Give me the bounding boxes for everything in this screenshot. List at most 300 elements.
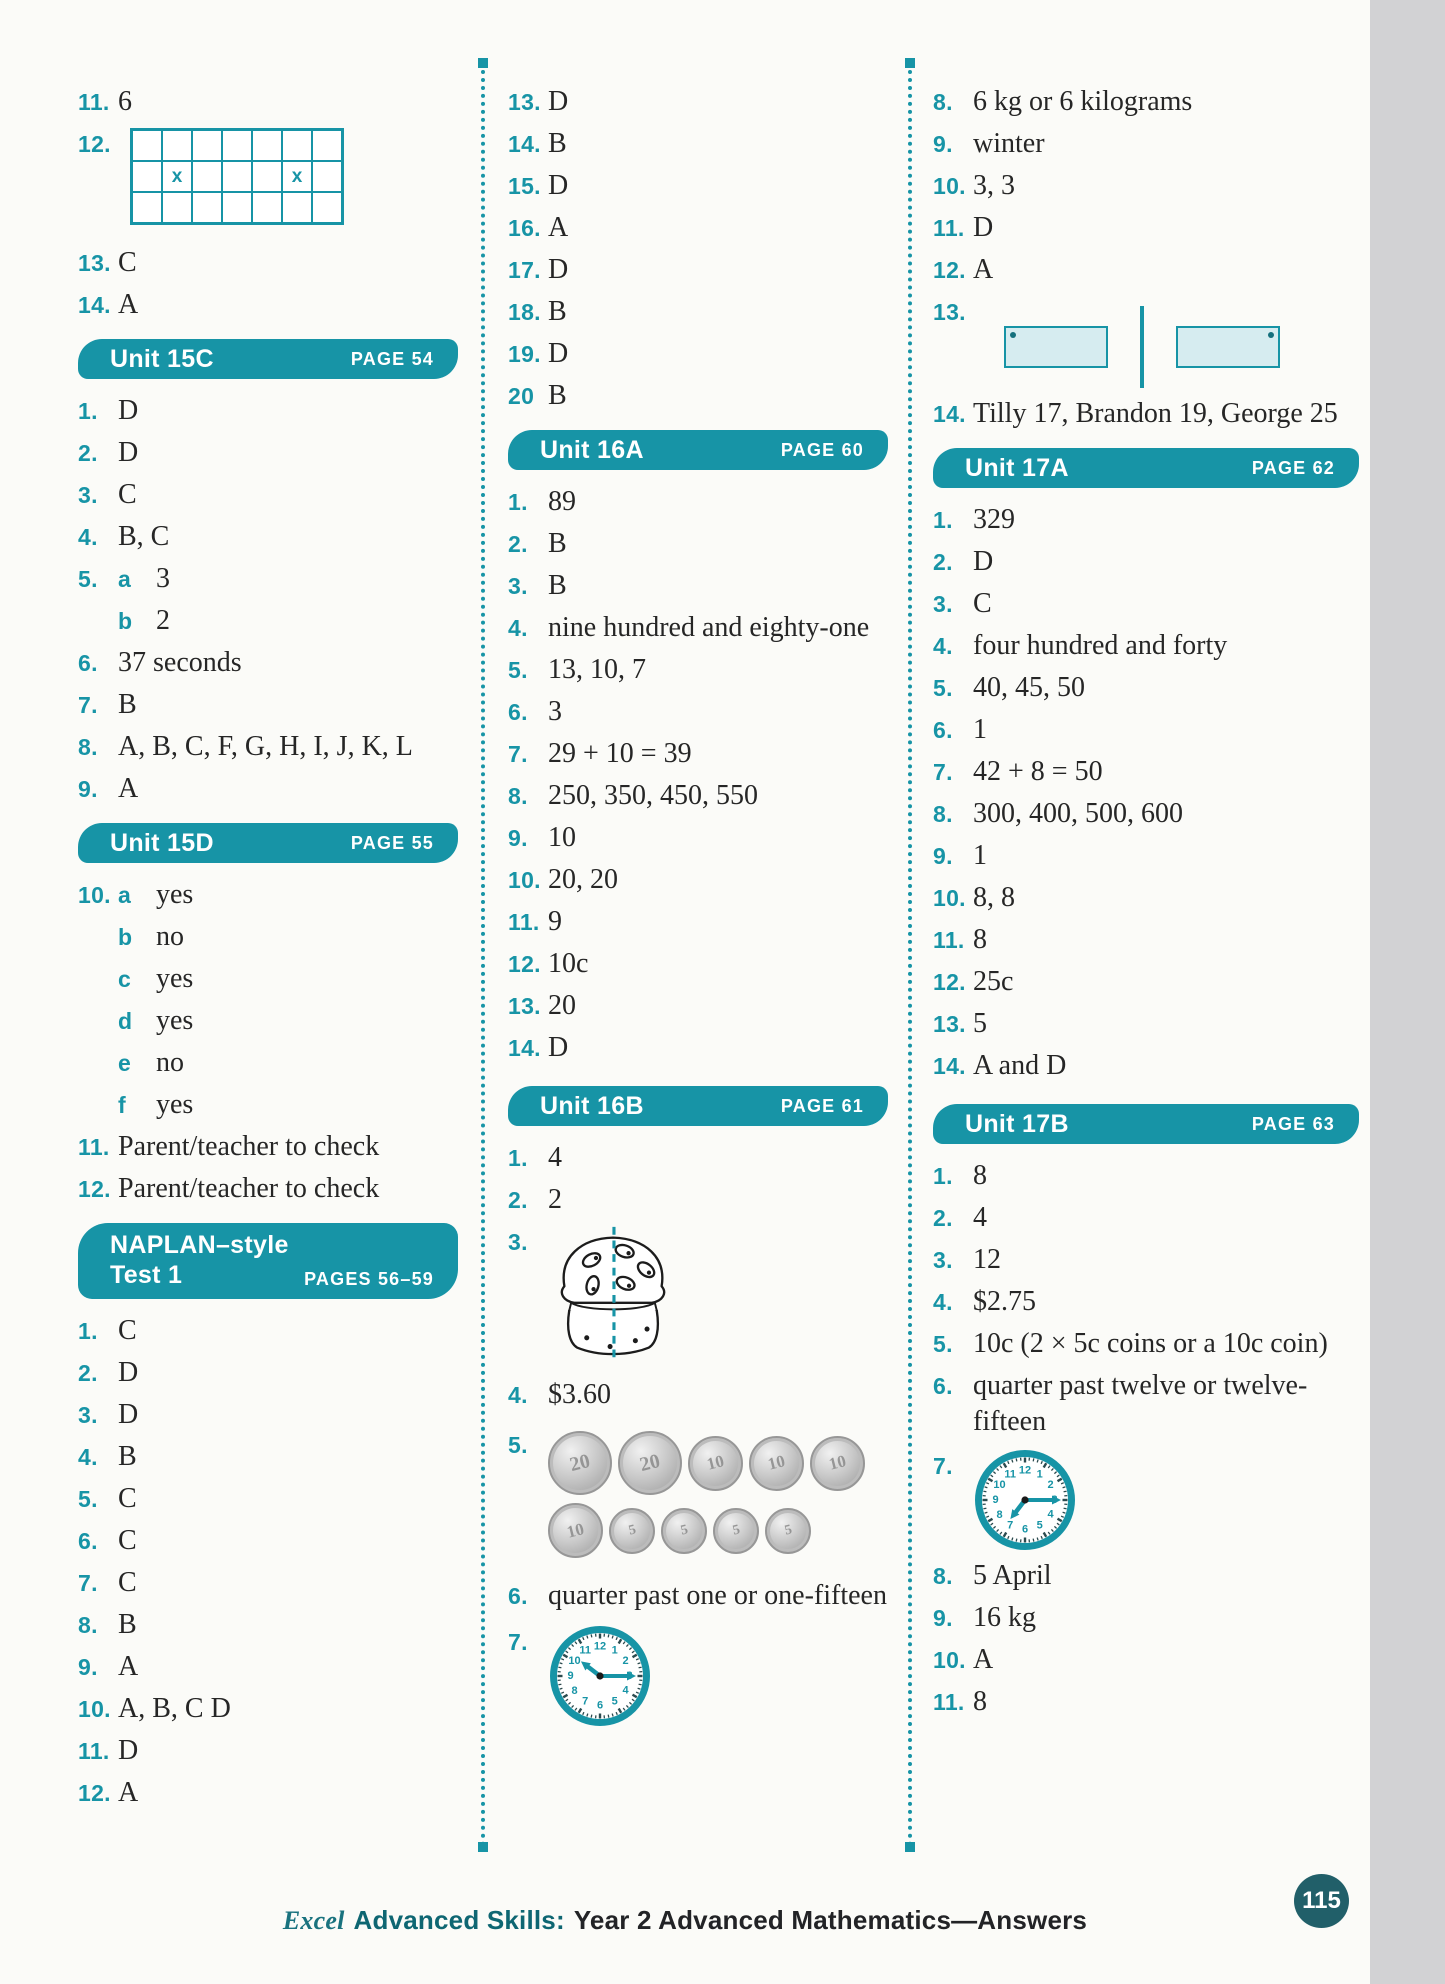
answer-letter: c xyxy=(118,966,131,992)
answer-column-middle xyxy=(508,0,888,1734)
answer-number: 11. xyxy=(78,89,110,115)
answer-text: Parent/teacher to check xyxy=(118,1131,380,1162)
grid-cell xyxy=(222,161,252,192)
svg-text:1: 1 xyxy=(1036,1468,1043,1481)
answer-number: 7. xyxy=(933,1453,953,1479)
grid-cell xyxy=(252,161,282,192)
answer-text: D xyxy=(118,395,139,426)
answer-text: yes xyxy=(156,1005,194,1036)
answer-text: $3.60 xyxy=(548,1379,611,1410)
answer-number: 13. xyxy=(508,89,541,115)
answer-text: 3, 3 xyxy=(973,170,1015,201)
answer-text: 3 xyxy=(156,563,170,594)
answer-text: D xyxy=(548,254,569,285)
unit-header-badge xyxy=(78,823,458,863)
answer-number: 11. xyxy=(78,1134,110,1160)
grid-cell xyxy=(282,130,312,161)
answer-text: $2.75 xyxy=(973,1286,1036,1317)
answer-number: 7. xyxy=(78,1570,98,1596)
answer-item xyxy=(78,1397,458,1433)
answer-item xyxy=(78,477,458,513)
footer-title: Year 2 Advanced Mathematics—Answers xyxy=(573,1905,1088,1935)
answer-number: 13. xyxy=(933,299,966,325)
answer-number: 18. xyxy=(508,299,541,325)
answer-item xyxy=(933,1006,1359,1042)
answer-number: 3. xyxy=(78,482,98,508)
answer-subitem xyxy=(78,1003,458,1039)
answer-item xyxy=(933,1558,1359,1594)
answer-number: 15. xyxy=(508,173,541,199)
grid-cell xyxy=(252,130,282,161)
answer-text: 42 + 8 = 50 xyxy=(973,756,1103,787)
answer-subitem xyxy=(78,919,458,955)
answer-item-with-figure xyxy=(933,1448,1359,1552)
answer-number: 12. xyxy=(78,1176,111,1202)
svg-text:6: 6 xyxy=(1021,1523,1029,1536)
answer-text: A, B, C, F, G, H, I, J, K, L xyxy=(118,731,413,762)
answer-number: 14. xyxy=(508,131,541,157)
grid-cell xyxy=(132,130,162,161)
clock-figure xyxy=(548,1624,652,1728)
page-number-badge: 115 xyxy=(1294,1874,1349,1928)
answer-item xyxy=(78,1171,458,1207)
column-divider xyxy=(481,62,485,1848)
answer-text: D xyxy=(118,1357,139,1388)
answer-number: 13. xyxy=(508,993,541,1019)
answer-number: 14. xyxy=(508,1035,541,1061)
answer-number: 9. xyxy=(933,1605,953,1631)
answer-item xyxy=(508,294,888,330)
answer-subitem xyxy=(78,877,458,913)
footer xyxy=(0,1905,1370,1936)
answer-item xyxy=(933,1368,1359,1440)
grid-cell xyxy=(132,161,162,192)
coin-value: 5 xyxy=(626,1521,638,1539)
answer-text: no xyxy=(156,1047,184,1078)
answer-number: 5. xyxy=(78,566,98,592)
answer-text: Parent/teacher to check xyxy=(118,1173,380,1204)
answer-number: 6. xyxy=(933,717,953,743)
column-divider xyxy=(908,62,912,1848)
answer-item-with-figure xyxy=(508,1427,888,1566)
cake-figure xyxy=(548,1224,678,1371)
answer-item xyxy=(933,502,1359,538)
grid-cell xyxy=(192,130,222,161)
answer-text: A xyxy=(973,1644,994,1675)
answer-number: 20 xyxy=(508,383,535,409)
answer-item-with-figure xyxy=(508,1224,888,1371)
answer-subitem xyxy=(78,561,458,597)
coin-5c-icon xyxy=(609,1508,655,1554)
answer-text: 8 xyxy=(973,924,987,955)
coin-10c-icon xyxy=(688,1436,743,1491)
answer-item xyxy=(933,544,1359,580)
grid-cell xyxy=(312,161,342,192)
answer-text: 1 xyxy=(973,840,987,871)
svg-text:5: 5 xyxy=(611,1695,618,1708)
svg-text:10: 10 xyxy=(993,1479,1006,1492)
coin-value: 10 xyxy=(826,1451,848,1474)
answer-number: 2. xyxy=(933,1205,953,1231)
answer-text: B xyxy=(548,528,567,559)
answer-column-left xyxy=(78,0,458,1817)
answer-item xyxy=(508,168,888,204)
coin-value: 5 xyxy=(782,1521,794,1539)
grid-cell xyxy=(282,192,312,223)
answer-item xyxy=(508,84,888,120)
answer-text: A xyxy=(973,254,994,285)
answer-number: 8. xyxy=(933,1563,953,1589)
answer-text: A and D xyxy=(973,1050,1067,1081)
answer-text: quarter past one or one-fifteen xyxy=(548,1580,887,1611)
answer-number: 6. xyxy=(78,1528,98,1554)
answer-text: 13, 10, 7 xyxy=(548,654,646,685)
answer-number: 5. xyxy=(78,1486,98,1512)
answer-number: 10. xyxy=(78,882,111,908)
coin-10c-icon xyxy=(548,1503,603,1558)
answer-text: C xyxy=(118,1567,137,1598)
answer-text: 4 xyxy=(973,1202,987,1233)
answer-item xyxy=(78,687,458,723)
answer-text: 9 xyxy=(548,906,562,937)
answer-item xyxy=(508,988,888,1024)
answer-number: 13. xyxy=(933,1011,966,1037)
answer-number: 2. xyxy=(78,1360,98,1386)
answer-item xyxy=(508,946,888,982)
answer-item xyxy=(78,435,458,471)
answer-item xyxy=(508,736,888,772)
answer-column-right xyxy=(933,0,1359,1726)
answer-text: B xyxy=(548,128,567,159)
svg-text:12: 12 xyxy=(1018,1464,1032,1477)
answer-item xyxy=(933,1284,1359,1320)
answer-text: C xyxy=(118,1315,137,1346)
answer-number: 6. xyxy=(508,1583,528,1609)
answer-text: 20, 20 xyxy=(548,864,618,895)
answer-text: B xyxy=(118,689,137,720)
answer-item xyxy=(508,694,888,730)
coin-5c-icon xyxy=(661,1508,707,1554)
answer-number: 7. xyxy=(78,692,98,718)
answer-item xyxy=(78,1313,458,1349)
unit-header-badge xyxy=(508,1086,888,1126)
answer-item xyxy=(933,712,1359,748)
answer-item xyxy=(508,652,888,688)
answer-number: 8. xyxy=(78,734,98,760)
answer-item xyxy=(78,1129,458,1165)
answer-item xyxy=(933,396,1359,432)
answer-text: D xyxy=(548,1032,569,1063)
svg-text:2: 2 xyxy=(622,1655,629,1668)
answer-item xyxy=(933,670,1359,706)
footer-brand-skills: Advanced Skills: xyxy=(353,1905,565,1935)
svg-text:10: 10 xyxy=(568,1655,581,1668)
answer-item xyxy=(78,729,458,765)
answer-item xyxy=(508,210,888,246)
unit-title: Unit 15D xyxy=(110,829,214,857)
answer-item xyxy=(933,1200,1359,1236)
answer-number: 14. xyxy=(933,1053,966,1079)
answer-number: 3. xyxy=(933,591,953,617)
answer-text: 4 xyxy=(548,1142,562,1173)
coin-value: 5 xyxy=(730,1521,742,1539)
answer-text: C xyxy=(973,588,992,619)
answer-text: 329 xyxy=(973,504,1015,535)
answer-number: 4. xyxy=(933,1289,953,1315)
grid-cell xyxy=(192,161,222,192)
answer-text: B xyxy=(548,380,567,411)
answer-text: 37 seconds xyxy=(118,647,242,678)
answer-text: 16 kg xyxy=(973,1602,1036,1633)
answer-item xyxy=(933,964,1359,1000)
clock-image xyxy=(548,1624,652,1728)
answer-item xyxy=(78,1607,458,1643)
answer-number: 2. xyxy=(78,440,98,466)
answer-number: 3. xyxy=(78,1402,98,1428)
answer-item xyxy=(933,1048,1359,1084)
unit-title: Unit 17B xyxy=(965,1110,1069,1138)
answer-number: 4. xyxy=(508,1382,528,1408)
grid-cell xyxy=(162,130,192,161)
corner-dot xyxy=(1010,332,1016,338)
answer-item xyxy=(508,610,888,646)
answer-text: D xyxy=(118,1735,139,1766)
answer-text: B, C xyxy=(118,521,170,552)
answer-item xyxy=(933,880,1359,916)
answer-number: 5. xyxy=(508,657,528,683)
answer-number: 4. xyxy=(78,524,98,550)
answer-number: 10. xyxy=(933,885,966,911)
answer-item xyxy=(78,1523,458,1559)
clock-figure xyxy=(973,1448,1077,1552)
grid-cell xyxy=(222,130,252,161)
answer-number: 4. xyxy=(933,633,953,659)
answer-item xyxy=(508,378,888,414)
answer-text: D xyxy=(548,170,569,201)
answer-item-with-figure xyxy=(933,294,1359,390)
answer-number: 3. xyxy=(508,1229,528,1255)
answer-text: nine hundred and eighty-one xyxy=(548,612,870,643)
answer-number: 9. xyxy=(78,1654,98,1680)
answer-text: no xyxy=(156,921,184,952)
svg-text:11: 11 xyxy=(1004,1468,1017,1481)
answer-number: 5. xyxy=(933,1331,953,1357)
answer-item xyxy=(933,1158,1359,1194)
svg-text:6: 6 xyxy=(596,1699,604,1712)
answer-item xyxy=(78,771,458,807)
unit-page-label: PAGE 61 xyxy=(780,1095,864,1116)
unit-title: Unit 15C xyxy=(110,345,214,373)
answer-number: 8. xyxy=(933,801,953,827)
clock-image xyxy=(973,1448,1077,1552)
answer-number: 12. xyxy=(933,257,966,283)
answer-letter: f xyxy=(118,1092,126,1118)
answer-number: 11. xyxy=(933,1689,965,1715)
answer-text: C xyxy=(118,247,137,278)
answer-text: 5 April xyxy=(973,1560,1052,1591)
grid-cell xyxy=(252,192,282,223)
cake-image xyxy=(548,1224,678,1366)
answer-text: A xyxy=(118,773,139,804)
answer-item xyxy=(78,1439,458,1475)
answer-grid xyxy=(130,128,344,225)
answer-text: 20 xyxy=(548,990,576,1021)
answer-item xyxy=(78,393,458,429)
answer-item xyxy=(508,778,888,814)
answer-letter: e xyxy=(118,1050,131,1076)
answer-text: D xyxy=(973,546,994,577)
answer-subitem xyxy=(78,603,458,639)
answer-number: 4. xyxy=(78,1444,98,1470)
unit-header-badge xyxy=(78,1223,458,1299)
answer-item-with-figure xyxy=(508,1624,888,1728)
answer-item xyxy=(933,210,1359,246)
answer-text: A xyxy=(118,289,139,320)
answer-number: 11. xyxy=(933,927,965,953)
answer-subitem xyxy=(78,961,458,997)
unit-title: Unit 16A xyxy=(540,436,644,464)
answer-text: C xyxy=(118,1483,137,1514)
answer-item xyxy=(78,1775,458,1811)
answer-number: 5. xyxy=(933,675,953,701)
answer-number: 14. xyxy=(78,292,111,318)
answer-number: 13. xyxy=(78,250,111,276)
answer-item xyxy=(508,820,888,856)
answer-text: A xyxy=(118,1777,139,1808)
answer-letter: b xyxy=(118,608,133,634)
answer-item xyxy=(508,1377,888,1413)
answer-number: 9. xyxy=(78,776,98,802)
answer-number: 7. xyxy=(933,759,953,785)
svg-text:4: 4 xyxy=(1047,1508,1054,1521)
answer-number: 10. xyxy=(933,173,966,199)
answer-number: 1. xyxy=(933,1163,953,1189)
svg-text:12: 12 xyxy=(593,1640,607,1653)
svg-text:11: 11 xyxy=(579,1644,592,1657)
answer-text: 10 xyxy=(548,822,576,853)
answer-number: 9. xyxy=(933,843,953,869)
answer-text: 250, 350, 450, 550 xyxy=(548,780,758,811)
answer-text: D xyxy=(118,437,139,468)
answer-text: 8 xyxy=(973,1686,987,1717)
grid-cell-marked: x xyxy=(162,161,192,192)
answer-text: yes xyxy=(156,963,194,994)
answer-item xyxy=(78,84,458,120)
unit-header-badge xyxy=(933,448,1359,488)
answer-number: 1. xyxy=(508,1145,528,1171)
answer-text: 6 xyxy=(118,86,132,117)
answer-text: winter xyxy=(973,128,1045,159)
answer-text: 6 kg or 6 kilograms xyxy=(973,86,1193,117)
unit-title: Unit 17A xyxy=(965,454,1069,482)
answer-item xyxy=(933,586,1359,622)
coin-value: 5 xyxy=(678,1521,690,1539)
coin-row xyxy=(548,1503,865,1558)
coin-value: 20 xyxy=(567,1449,593,1476)
coins-figure xyxy=(548,1431,865,1566)
answer-text: D xyxy=(548,338,569,369)
answer-text: 10c (2 × 5c coins or a 10c coin) xyxy=(973,1328,1328,1359)
answer-text: quarter past twelve or twelve-fifteen xyxy=(973,1370,1308,1437)
svg-text:8: 8 xyxy=(571,1684,578,1697)
corner-dot xyxy=(1268,332,1274,338)
answer-item xyxy=(508,526,888,562)
svg-text:8: 8 xyxy=(996,1508,1003,1521)
answer-text: 2 xyxy=(548,1184,562,1215)
answer-number: 7. xyxy=(508,1629,528,1655)
answer-item xyxy=(78,287,458,323)
answer-item xyxy=(78,519,458,555)
answer-item xyxy=(508,1182,888,1218)
answer-number: 2. xyxy=(508,1187,528,1213)
coin-10c-icon xyxy=(810,1436,865,1491)
answer-item xyxy=(78,1355,458,1391)
answer-letter: a xyxy=(118,882,131,908)
svg-text:2: 2 xyxy=(1047,1479,1054,1492)
answer-number: 3. xyxy=(933,1247,953,1273)
grid-cell xyxy=(192,192,222,223)
answer-item xyxy=(508,568,888,604)
unit-page-label: PAGE 63 xyxy=(1251,1113,1335,1134)
svg-text:4: 4 xyxy=(622,1684,629,1697)
answer-number: 6. xyxy=(78,650,98,676)
answer-item xyxy=(78,245,458,281)
answer-number: 12. xyxy=(78,1780,111,1806)
answer-text: B xyxy=(548,570,567,601)
svg-text:1: 1 xyxy=(611,1644,618,1657)
grid-cell xyxy=(162,192,192,223)
answer-number: 12. xyxy=(78,131,111,157)
unit-header-badge xyxy=(78,339,458,379)
answer-subitem xyxy=(78,1045,458,1081)
svg-text:7: 7 xyxy=(1007,1519,1014,1532)
answer-letter: d xyxy=(118,1008,133,1034)
answer-number: 9. xyxy=(508,825,528,851)
answer-item xyxy=(508,336,888,372)
answer-number: 19. xyxy=(508,341,541,367)
answer-item xyxy=(78,1733,458,1769)
answer-item xyxy=(508,862,888,898)
answer-item xyxy=(508,252,888,288)
coin-20c-icon xyxy=(618,1431,682,1495)
answer-item xyxy=(508,1578,888,1614)
answer-subitem xyxy=(78,1087,458,1123)
unit-page-label: PAGE 54 xyxy=(350,348,434,369)
answer-item xyxy=(933,628,1359,664)
unit-page-label: PAGE 62 xyxy=(1251,457,1335,478)
coin-value: 10 xyxy=(564,1518,586,1542)
answer-item xyxy=(933,252,1359,288)
answer-item xyxy=(78,1691,458,1727)
answer-item xyxy=(933,84,1359,120)
answer-number: 7. xyxy=(508,741,528,767)
answer-text: 3 xyxy=(548,696,562,727)
answer-number: 6. xyxy=(933,1373,953,1399)
answer-item-with-grid xyxy=(78,126,458,225)
answer-text: C xyxy=(118,479,137,510)
answer-text: 40, 45, 50 xyxy=(973,672,1085,703)
coin-value: 10 xyxy=(765,1451,787,1474)
coin-5c-icon xyxy=(713,1508,759,1554)
coin-value: 20 xyxy=(637,1449,663,1476)
answer-text: 2 xyxy=(156,605,170,636)
answer-number: 3. xyxy=(508,573,528,599)
unit-header-badge xyxy=(508,430,888,470)
answer-number: 1. xyxy=(78,1318,98,1344)
coin-10c-icon xyxy=(749,1436,804,1491)
answer-text: A xyxy=(548,212,569,243)
unit-page-label: PAGES 56–59 xyxy=(304,1269,434,1289)
